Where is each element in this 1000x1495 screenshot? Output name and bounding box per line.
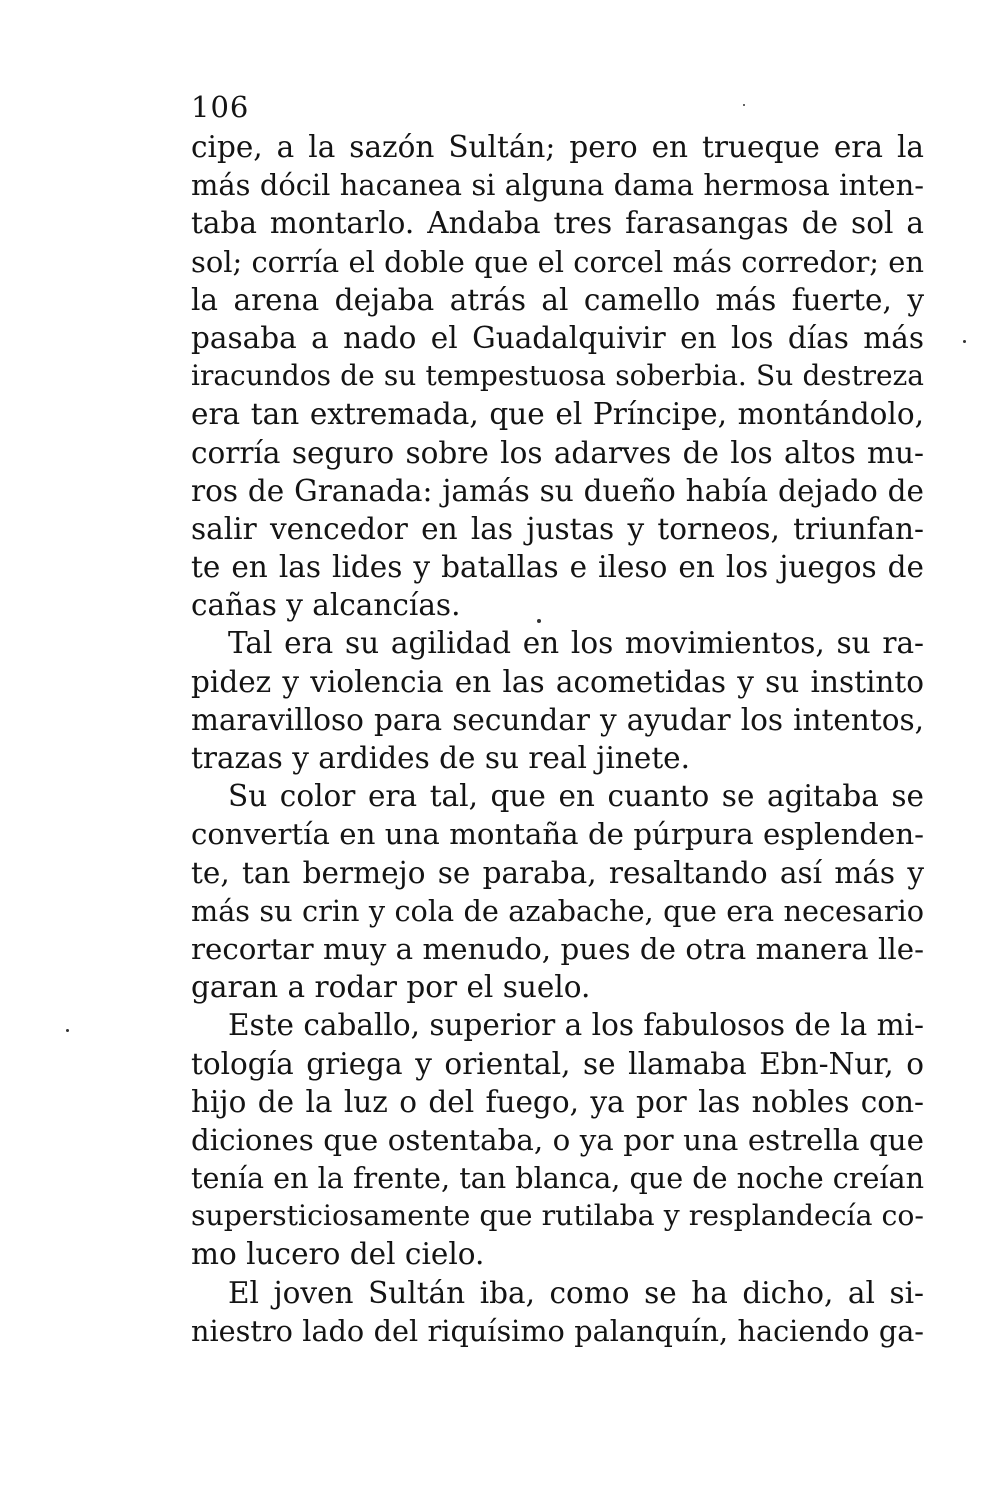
text-line: más dócil hacanea si alguna dama hermosa inten- — [191, 168, 924, 203]
print-speck — [743, 104, 745, 106]
text-line: la arena dejaba atrás al camello más fuerte, y — [191, 282, 924, 317]
text-line: te, tan bermejo se paraba, resaltando así más y — [191, 855, 924, 890]
print-speck — [963, 340, 966, 343]
text-line: trazas y ardides de su real jinete. — [191, 741, 691, 775]
text-line: supersticiosamente que rutilaba y resplandecía co- — [191, 1199, 924, 1233]
print-speck — [537, 619, 541, 623]
text-line: niestro lado del riquísimo palanquín, haciendo ga- — [191, 1313, 924, 1348]
text-line: cipe, a la sazón Sultán; pero en trueque era la — [191, 130, 924, 164]
text-line: tología griega y oriental, se llamaba Ebn-Nur, o — [191, 1046, 924, 1081]
text-line: te en las lides y batallas e ileso en los juegos de — [191, 550, 924, 585]
text-line: cañas y alcancías. — [191, 588, 461, 623]
text-line: garan a rodar por el suelo. — [191, 970, 591, 1005]
print-speck — [66, 1029, 69, 1032]
text-line: tenía en la frente, tan blanca, que de noche creían — [191, 1161, 924, 1196]
text-line: pasaba a nado el Guadalquivir en los días más — [191, 320, 924, 355]
text-line: recortar muy a menudo, pues de otra manera lle- — [191, 931, 924, 966]
text-line: hijo de la luz o del fuego, ya por las nobles con- — [191, 1084, 924, 1119]
text-line: mo lucero del cielo. — [191, 1237, 485, 1272]
page-number: 106 — [191, 90, 250, 124]
text-line: maravilloso para secundar y ayudar los intentos, — [191, 702, 924, 737]
text-line: pidez y violencia en las acometidas y su instinto — [191, 664, 924, 699]
text-line: iracundos de su tempestuosa soberbia. Su destreza — [191, 359, 924, 393]
text-line: era tan extremada, que el Príncipe, montándolo, — [191, 397, 924, 432]
text-line: Este caballo, superior a los fabulosos de la mi- — [228, 1008, 924, 1043]
text-line: más su crin y cola de azabache, que era necesario — [191, 893, 924, 928]
text-line: El joven Sultán iba, como se ha dicho, al si- — [228, 1275, 924, 1310]
text-line: convertía en una montaña de púrpura esplenden- — [191, 817, 924, 852]
text-line: diciones que ostentaba, o ya por una estrella que — [191, 1122, 924, 1157]
text-line: taba montarlo. Andaba tres farasangas de sol a — [191, 206, 924, 241]
text-line: Su color era tal, que en cuanto se agitaba se — [228, 779, 924, 814]
text-line: Tal era su agilidad en los movimientos, su ra- — [228, 626, 924, 661]
text-line: ros de Granada: jamás su dueño había dejado de — [191, 473, 924, 508]
text-line: sol; corría el doble que el corcel más corredor; en — [191, 244, 924, 279]
body-text — [191, 128, 924, 1350]
text-line: corría seguro sobre los adarves de los altos mu- — [191, 435, 924, 470]
text-line: salir vencedor en las justas y torneos, triunfan- — [191, 511, 924, 546]
